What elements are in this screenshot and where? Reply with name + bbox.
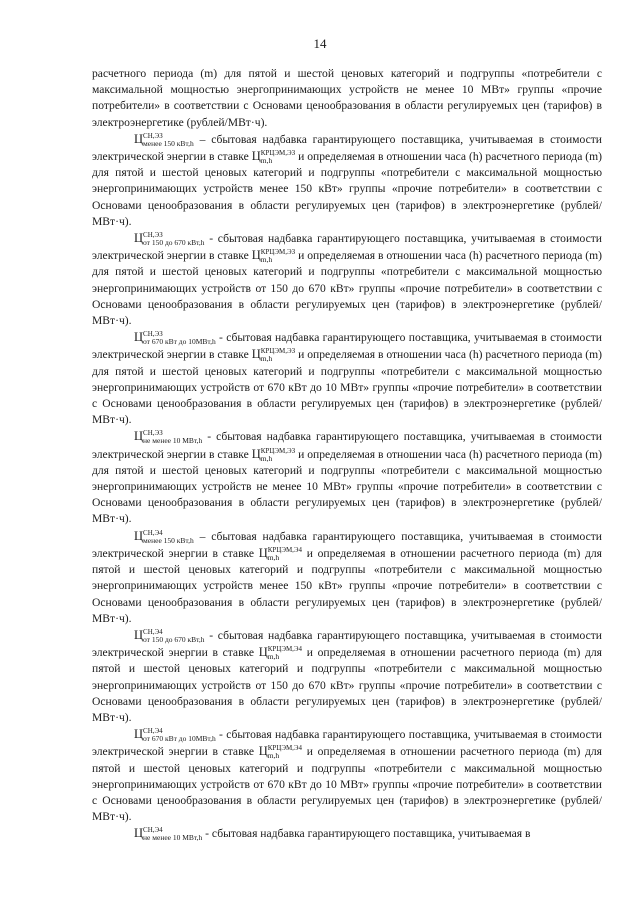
- definition-paragraph: [92, 230, 602, 329]
- tariff-symbol-base: Ц: [134, 131, 144, 146]
- tariff-symbol-base: Ц: [134, 231, 144, 246]
- rate-symbol-subscript: m,h: [267, 652, 280, 662]
- tariff-symbol-subscript: не менее 10 МВт,h: [143, 436, 203, 446]
- definition-text: и определяемая в отношении часа (h) расчетного периода (m) для пятой и шестой ценовых категорий и подгруппы «потребители с максимальной мощностью энергопринимающих устройств менее 150 кВт» группы «прочие потребители» в соответствии с Основами ценообразования в области регулируемых цен (тарифов) в электроэнергетике (рублей/МВт·ч).: [92, 150, 602, 228]
- rate-symbol-base: Ц: [258, 645, 268, 660]
- definition-text: и определяемая в отношении расчетного периода (m) для пятой и шестой ценовых категорий и подгруппы «потребители с максимальной мощностью энергопринимающих устройств менее 150 кВт» группы «прочие потребители» в соответствии с Основами ценообразования в области регулируемых цен (тарифов) в электроэнергетике (рублей/МВт·ч).: [92, 546, 602, 625]
- rate-symbol-base: Ц: [258, 744, 268, 759]
- rate-symbol-subscript: m,h: [260, 156, 273, 166]
- rate-symbol-scripts: [261, 248, 295, 264]
- tariff-symbol-subscript: от 670 кВт до 10МВт,h: [143, 337, 216, 347]
- tariff-symbol-superscript: СН,Э4: [143, 826, 163, 835]
- definition-text: - сбытовая надбавка гарантирующего поставщика, учитываемая в стоимости электрической энергии в ставке: [92, 331, 602, 362]
- rate-symbol-scripts: [261, 347, 295, 363]
- rate-symbol-base: Ц: [251, 248, 261, 263]
- definition-paragraph: [92, 329, 602, 428]
- rate-symbol: [258, 744, 303, 761]
- rate-symbol-superscript: КРЦЭМ,Э4: [267, 645, 303, 654]
- definition-text: и определяемая в отношении расчетного периода (m) для пятой и шестой ценовых категорий и подгруппы «потребители с максимальной мощностью энергопринимающих устройств от 670 кВт до 10 МВт» группы «прочие потребители» в соответствии с Основами ценообразования в области регулируемых цен (тарифов) в электроэнергетике (рублей/МВт·ч).: [92, 745, 602, 824]
- rate-symbol: [259, 547, 302, 560]
- tariff-symbol-scripts: [143, 529, 194, 545]
- tariff-symbol-scripts: [143, 330, 216, 346]
- tariff-symbol-scripts: [143, 132, 194, 148]
- definitions-list: [92, 131, 602, 843]
- tariff-symbol: [134, 330, 216, 347]
- definition-paragraph: [92, 131, 602, 230]
- tariff-symbol-superscript: СН,ЭЗ: [143, 429, 163, 438]
- rate-symbol-scripts: [268, 645, 302, 661]
- tariff-symbol: [134, 429, 203, 446]
- definition-text: - сбытовая надбавка гарантирующего поставщика, учитываемая в стоимости электрической энергии в ставке: [92, 430, 602, 461]
- definition-text: - сбытовая надбавка гарантирующего поставщика, учитываемая в стоимости электрической энергии в ставке: [92, 728, 602, 759]
- rate-symbol-scripts: [268, 744, 302, 760]
- tariff-symbol-superscript: СН,Э4: [143, 627, 163, 636]
- tariff-symbol-subscript: не менее 10 МВт,h: [143, 833, 203, 843]
- definition-text: и определяемая в отношении часа (h) расчетного периода (m) для пятой и шестой ценовых категорий и подгруппы «потребители с максимальной мощностью энергопринимающих устройств от 150 до 670 кВт» группы «прочие потребители» в соответствии с Основами ценообразования в области регулируемых цен (тарифов) в электроэнергетике (рублей/МВт·ч).: [92, 249, 602, 328]
- rate-symbol-subscript: m,h: [260, 255, 273, 265]
- rate-symbol: [258, 645, 303, 662]
- tariff-symbol-subscript: от 670 кВт до 10МВт,h: [143, 734, 216, 744]
- tariff-symbol: [134, 629, 205, 642]
- rate-symbol: [251, 347, 296, 364]
- tariff-symbol-superscript: СН,ЭЗ: [143, 231, 163, 240]
- rate-symbol-superscript: КРЦЭМ,ЭЗ: [260, 347, 296, 356]
- tariff-symbol-superscript: СН,ЭЗ: [143, 131, 163, 140]
- rate-symbol-subscript: m,h: [267, 751, 280, 761]
- tariff-symbol-superscript: СН,Э4: [143, 528, 163, 537]
- rate-symbol-superscript: КРЦЭМ,Э4: [267, 744, 303, 753]
- tariff-symbol-base: Ц: [134, 429, 144, 444]
- definition-text: и определяемая в отношении расчетного периода (m) для пятой и шестой ценовых категорий и подгруппы «потребители с максимальной мощностью энергопринимающих устройств от 150 до 670 кВт» группы «прочие потребители» в соответствии с Основами ценообразования в области регулируемых цен (тарифов) в электроэнергетике (рублей/МВт·ч).: [92, 646, 602, 724]
- definition-paragraph: [92, 528, 602, 627]
- definition-text: – сбытовая надбавка гарантирующего поставщика, учитываемая в стоимости электрической энергии в ставке: [92, 132, 602, 164]
- tariff-symbol-scripts: [143, 727, 216, 743]
- definition-paragraph: [92, 726, 602, 825]
- rate-symbol-scripts: [261, 447, 295, 463]
- tariff-symbol-scripts: [143, 628, 204, 644]
- definition-paragraph: [92, 825, 602, 842]
- definition-text: – сбытовая надбавка гарантирующего поставщика, учитываемая в стоимости электрической энергии в ставке: [92, 529, 602, 560]
- tariff-symbol: [134, 231, 205, 248]
- definition-paragraph: [92, 627, 602, 726]
- rate-symbol-subscript: m,h: [260, 354, 273, 364]
- rate-symbol: [251, 248, 296, 265]
- page-number: 14: [313, 36, 327, 51]
- definition-text: и определяемая в отношении часа (h) расчетного периода (m) для пятой и шестой ценовых категорий и подгруппы «потребители с максимальной мощностью энергопринимающих устройств от 670 кВт до 10 МВт» группы «прочие потребители» в соответствии с Основами ценообразования в области регулируемых цен (тарифов) в электроэнергетике (рублей/МВт·ч).: [92, 348, 602, 427]
- rate-symbol-scripts: [268, 546, 302, 562]
- rate-symbol-superscript: КРЦЭМ,Э4: [267, 545, 303, 554]
- tariff-symbol: [134, 530, 194, 543]
- tariff-symbol: [134, 133, 194, 146]
- definition-text: - сбытовая надбавка гарантирующего поставщика, учитываемая в: [202, 827, 531, 841]
- definition-paragraph: [92, 428, 602, 527]
- rate-symbol: [252, 448, 295, 461]
- tariff-symbol-subscript: от 150 до 670 кВт,h: [143, 238, 205, 248]
- tariff-symbol-superscript: СН,ЭЗ: [143, 330, 163, 339]
- definition-text: - сбытовая надбавка гарантирующего поставщика, учитываемая в стоимости электрической энергии в ставке: [92, 628, 602, 660]
- tariff-symbol-subscript: от 150 до 670 кВт,h: [143, 634, 205, 644]
- rate-symbol-subscript: m,h: [267, 552, 280, 562]
- tariff-symbol-base: Ц: [134, 727, 144, 742]
- rate-symbol-base: Ц: [251, 446, 261, 461]
- tariff-symbol-superscript: СН,Э4: [143, 727, 163, 736]
- rate-symbol-superscript: КРЦЭМ,ЭЗ: [260, 149, 296, 158]
- tariff-symbol-subscript: менее 150 кВт,h: [143, 535, 194, 545]
- tariff-symbol-base: Ц: [134, 330, 144, 345]
- tariff-symbol: [134, 727, 216, 744]
- rate-symbol-superscript: КРЦЭМ,ЭЗ: [260, 248, 296, 257]
- intro-paragraph: расчетного периода (m) для пятой и шестой ценовых категорий и подгруппы «потребители с максимальной мощностью энергопринимающих устройств не менее 10 МВт» группы «прочие потребители» в соответствии с Основами ценообразования в области регулируемых цен (тарифов) в электроэнергетике (рублей/МВт·ч).: [92, 67, 602, 129]
- rate-symbol-scripts: [261, 149, 295, 165]
- tariff-symbol-base: Ц: [134, 627, 144, 642]
- tariff-symbol: [134, 826, 203, 843]
- rate-symbol-base: Ц: [251, 347, 261, 362]
- tariff-symbol-scripts: [143, 429, 202, 445]
- tariff-symbol-scripts: [143, 826, 202, 842]
- rate-symbol-subscript: m,h: [260, 453, 273, 463]
- definition-text: - сбытовая надбавка гарантирующего поставщика, учитываемая в стоимости электрической энергии в ставке: [92, 232, 602, 263]
- rate-symbol: [251, 149, 296, 166]
- rate-symbol-superscript: КРЦЭМ,ЭЗ: [260, 446, 296, 455]
- rate-symbol-base: Ц: [251, 149, 261, 164]
- rate-symbol-base: Ц: [258, 545, 268, 560]
- body-text: [92, 66, 602, 843]
- tariff-symbol-base: Ц: [134, 528, 144, 543]
- tariff-symbol-base: Ц: [134, 826, 144, 841]
- tariff-symbol-subscript: менее 150 кВт,h: [143, 138, 194, 148]
- tariff-symbol-scripts: [143, 231, 204, 247]
- definition-text: и определяемая в отношении часа (h) расчетного периода (m) для пятой и шестой ценовых категорий и подгруппы «потребители с максимальной мощностью энергопринимающих устройств не менее 10 МВт» группы «прочие потребители» в соответствии с Основами ценообразования в области регулируемых цен (тарифов) в электроэнергетике (рублей/МВт·ч).: [92, 447, 602, 526]
